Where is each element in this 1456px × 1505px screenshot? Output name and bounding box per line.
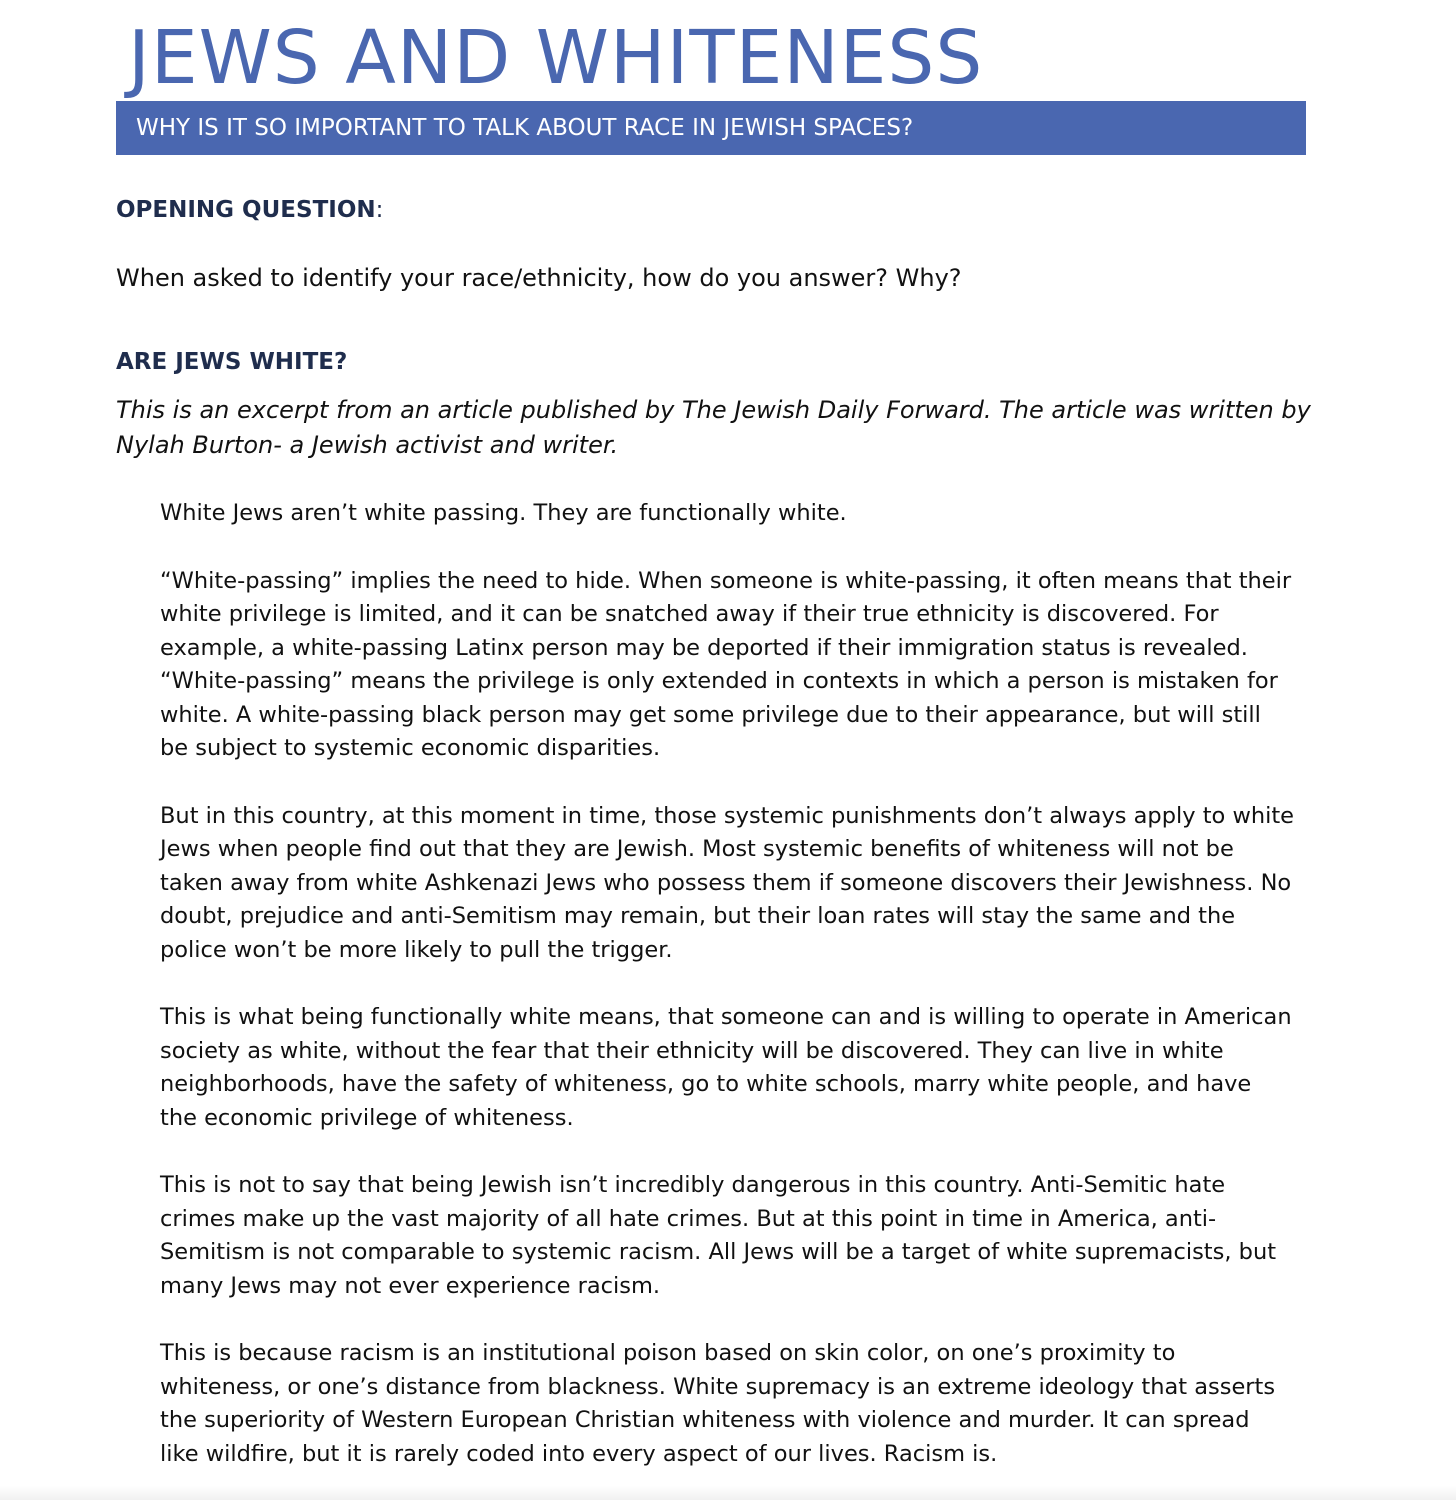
subtitle-text: WHY IS IT SO IMPORTANT TO TALK ABOUT RACE IN JEWISH SPACES? <box>136 115 914 141</box>
subtitle-banner <box>116 101 1306 155</box>
excerpt-paragraph: White Jews aren’t white passing. They are functionally white. <box>160 500 847 526</box>
excerpt-paragraph: “White-passing” implies the need to hide. When someone is white-passing, it often means that their white privilege is limited, and it can be snatched away if their true ethnicity is discovered. For example, a white-passing Latinx person may be deported if their immigration status is revealed. “White-passing” means the privilege is only extended in contexts in which a person is mistaken for white. A white-passing black person may get some privilege due to their appearance, but will still be subject to systemic economic disparities. <box>160 567 1292 761</box>
document-title: JEWS AND WHITENESS <box>128 15 984 101</box>
page-bottom-edge <box>0 1486 1456 1500</box>
opening-question-colon: : <box>375 197 384 223</box>
excerpt-paragraph: But in this country, at this moment in time, those systemic punishments don’t always apply to white Jews when people find out that they are Jewish. Most systemic benefits of whiteness will not be taken away from white Ashkenazi Jews who possess them if someone discovers their Jewishness. No doubt, prejudice and anti-Semitism may remain, but their loan rates will stay the same and the police won’t be more likely to pull the trigger. <box>160 802 1295 963</box>
excerpt-paragraph: This is because racism is an institutional poison based on skin color, on one’s proximity to whiteness, or one’s distance from blackness. White supremacy is an extreme ideology that asserts the superiority of Western European Christian whiteness with violence and murder. It can spread like wildfire, but it is rarely coded into every aspect of our lives. Racism is. <box>160 1340 1276 1467</box>
opening-question-heading <box>116 197 383 223</box>
excerpt-paragraph: This is what being functionally white means, that someone can and is willing to operate in American society as white, without the fear that their ethnicity will be discovered. They can live in white neighborhoods, have the safety of whiteness, go to white schools, marry white people, and have the economic privilege of whiteness. <box>160 1004 1292 1131</box>
excerpt-paragraph: This is not to say that being Jewish isn’t incredibly dangerous in this country. Anti-Semitic hate crimes make up the vast majority of all hate crimes. But at this point in time in America, anti-Semitism is not comparable to systemic racism. All Jews will be a target of white supremacists, but many Jews may not ever experience racism. <box>160 1172 1277 1299</box>
opening-question-text: When asked to identify your race/ethnicity, how do you answer? Why? <box>116 264 962 292</box>
opening-question-heading-text: OPENING QUESTION <box>116 197 376 223</box>
article-intro: This is an excerpt from an article published by The Jewish Daily Forward. The article was written by Nylah Burton- a Jewish activist and writer. <box>116 396 1311 459</box>
article-excerpt <box>160 497 1295 1505</box>
section-heading-are-jews-white: ARE JEWS WHITE? <box>116 349 348 375</box>
